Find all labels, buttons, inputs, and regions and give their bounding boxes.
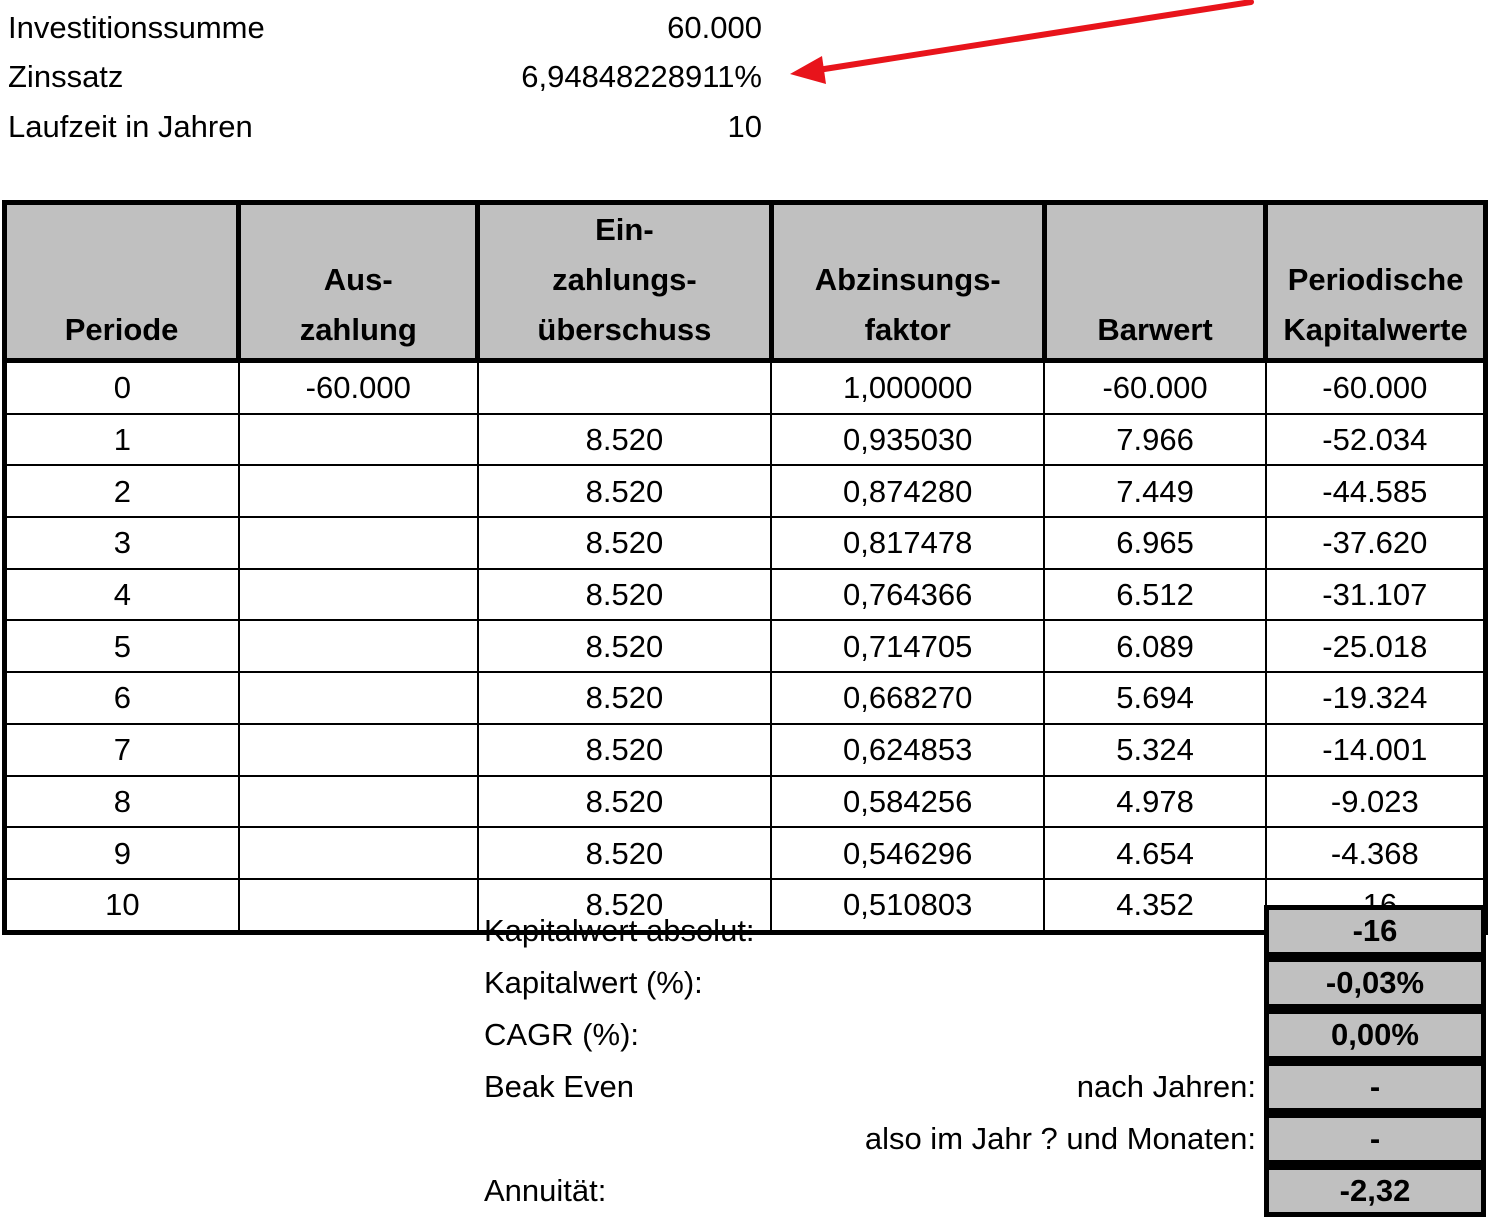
cell-abzinsung: 0,714705 [771, 620, 1044, 672]
cell-einzahlung: 8.520 [478, 569, 771, 621]
cell-barwert: 4.978 [1044, 776, 1265, 828]
cell-auszahlung [239, 827, 478, 879]
table-row [5, 827, 1486, 879]
cagr-value: 0,00% [1264, 1009, 1486, 1061]
cell-periode: 3 [5, 517, 239, 569]
table-row [5, 776, 1486, 828]
kapitalwert-absolut-label: Kapitalwert absolut: [484, 913, 755, 948]
cell-barwert: 7.966 [1044, 414, 1265, 466]
cell-barwert: 5.324 [1044, 724, 1265, 776]
header-line: Ein- [595, 212, 654, 247]
table-row [5, 620, 1486, 672]
header-line: Barwert [1097, 312, 1213, 347]
cell-periode: 5 [5, 620, 239, 672]
header-abzinsung [771, 203, 1044, 361]
cell-barwert: 4.654 [1044, 827, 1265, 879]
cell-auszahlung [239, 879, 478, 932]
cell-einzahlung [478, 361, 771, 414]
cell-abzinsung: 0,764366 [771, 569, 1044, 621]
header-barwert [1044, 203, 1265, 361]
cell-kapitalwert: -60.000 [1266, 361, 1486, 414]
cell-auszahlung [239, 569, 478, 621]
term-label: Laufzeit in Jahren [8, 109, 253, 144]
header-line: zahlungs- [552, 262, 697, 297]
cell-abzinsung: 0,584256 [771, 776, 1044, 828]
cell-auszahlung [239, 724, 478, 776]
cell-einzahlung: 8.520 [478, 776, 771, 828]
header-line: faktor [864, 312, 951, 347]
cell-auszahlung [239, 414, 478, 466]
rate-value: 6,94848228911% [521, 59, 762, 94]
investment-label: Investitionssumme [8, 10, 265, 45]
cell-kapitalwert: -4.368 [1266, 827, 1486, 879]
kapitalwert-percent-value: -0,03% [1264, 957, 1486, 1009]
table-row [5, 724, 1486, 776]
table-row [5, 517, 1486, 569]
annuity-value: -2,32 [1264, 1165, 1486, 1217]
cagr-label: CAGR (%): [484, 1017, 639, 1052]
cell-periode: 10 [5, 879, 239, 932]
cell-abzinsung: 0,874280 [771, 465, 1044, 517]
cell-kapitalwert: -9.023 [1266, 776, 1486, 828]
header-line: Abzinsungs- [814, 262, 1001, 297]
table-row [5, 361, 1486, 414]
cell-abzinsung: 0,510803 [771, 879, 1044, 932]
cell-barwert: 7.449 [1044, 465, 1265, 517]
cell-kapitalwert: -52.034 [1266, 414, 1486, 466]
cell-einzahlung: 8.520 [478, 465, 771, 517]
cell-kapitalwert: -25.018 [1266, 620, 1486, 672]
investment-value: 60.000 [667, 10, 762, 45]
header-einzahlung [478, 203, 771, 361]
cell-einzahlung: 8.520 [478, 672, 771, 724]
header-line: Periode [64, 312, 179, 347]
cell-kapitalwert: -19.324 [1266, 672, 1486, 724]
cell-barwert: 6.965 [1044, 517, 1265, 569]
header-periode [5, 203, 239, 361]
cell-abzinsung: 0,624853 [771, 724, 1044, 776]
table-header-row [5, 203, 1486, 361]
cell-kapitalwert: -44.585 [1266, 465, 1486, 517]
cell-kapitalwert: -14.001 [1266, 724, 1486, 776]
cell-auszahlung [239, 517, 478, 569]
header-kapitalwerte [1266, 203, 1486, 361]
cell-barwert: -60.000 [1044, 361, 1265, 414]
cell-abzinsung: 0,668270 [771, 672, 1044, 724]
table-row [5, 672, 1486, 724]
annuity-label: Annuität: [484, 1173, 607, 1208]
cell-auszahlung: -60.000 [239, 361, 478, 414]
header-line: Periodische [1287, 262, 1464, 297]
header-auszahlung [239, 203, 478, 361]
cell-periode: 0 [5, 361, 239, 414]
cell-einzahlung: 8.520 [478, 827, 771, 879]
cell-auszahlung [239, 776, 478, 828]
rate-label: Zinssatz [8, 59, 124, 94]
annotation-arrow-icon [0, 0, 1488, 120]
cell-einzahlung: 8.520 [478, 517, 771, 569]
break-even-months-value: - [1264, 1113, 1486, 1165]
break-even-years-value: - [1264, 1061, 1486, 1113]
cell-barwert: 4.352 [1044, 879, 1265, 932]
cell-periode: 8 [5, 776, 239, 828]
break-even-label: Beak Even [484, 1069, 634, 1104]
cell-auszahlung [239, 672, 478, 724]
cell-periode: 2 [5, 465, 239, 517]
cell-abzinsung: 0,546296 [771, 827, 1044, 879]
cell-barwert: 6.512 [1044, 569, 1265, 621]
cell-periode: 4 [5, 569, 239, 621]
cell-auszahlung [239, 620, 478, 672]
term-value: 10 [727, 109, 762, 144]
header-line: überschuss [537, 312, 712, 347]
cell-barwert: 5.694 [1044, 672, 1265, 724]
cell-einzahlung: 8.520 [478, 879, 771, 932]
cell-einzahlung: 8.520 [478, 724, 771, 776]
cell-periode: 7 [5, 724, 239, 776]
kapitalwert-percent-label: Kapitalwert (%): [484, 965, 703, 1000]
header-line: Aus- [323, 262, 393, 297]
break-even-months-label: also im Jahr ? und Monaten: [864, 1121, 1256, 1156]
cell-barwert: 6.089 [1044, 620, 1265, 672]
cell-periode: 1 [5, 414, 239, 466]
table-row [5, 569, 1486, 621]
table-row [5, 465, 1486, 517]
break-even-years-label: nach Jahren: [1076, 1069, 1256, 1104]
cell-abzinsung: 0,935030 [771, 414, 1044, 466]
cell-auszahlung [239, 465, 478, 517]
cell-einzahlung: 8.520 [478, 620, 771, 672]
cell-kapitalwert: -37.620 [1266, 517, 1486, 569]
cell-abzinsung: 1,000000 [771, 361, 1044, 414]
cell-periode: 9 [5, 827, 239, 879]
capital-value-table [2, 200, 1488, 935]
kapitalwert-absolut-value: -16 [1264, 905, 1486, 957]
table-row [5, 414, 1486, 466]
cell-periode: 6 [5, 672, 239, 724]
cell-abzinsung: 0,817478 [771, 517, 1044, 569]
header-line: zahlung [299, 312, 417, 347]
header-line: Kapitalwerte [1283, 312, 1468, 347]
cell-einzahlung: 8.520 [478, 414, 771, 466]
cell-kapitalwert: -31.107 [1266, 569, 1486, 621]
